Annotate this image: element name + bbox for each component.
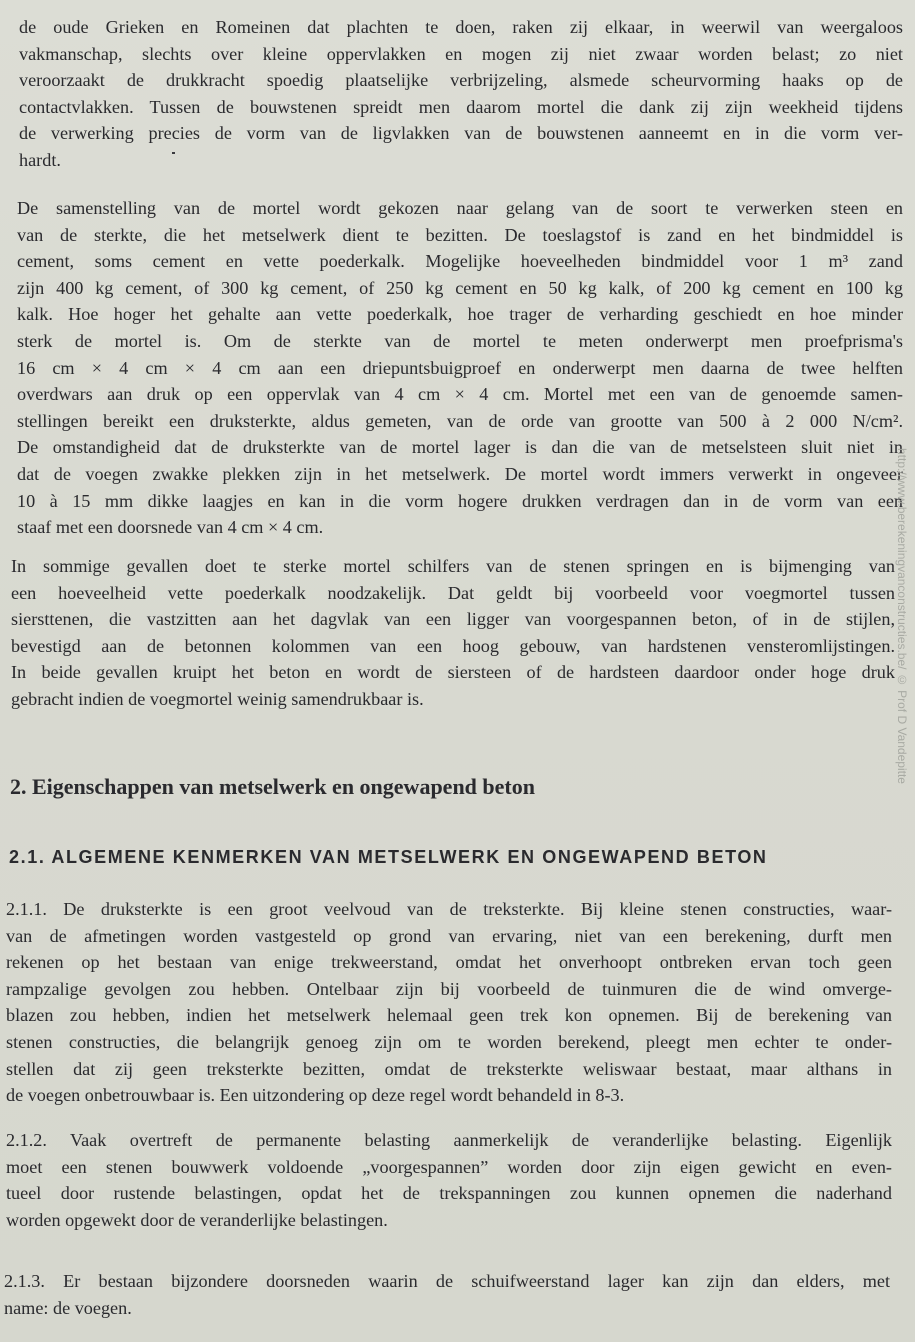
text-line: zijn 400 kg cement, of 300 kg cement, of 250 kg cement en 50 kg kalk, of 200 kg cement en 100 kg xyxy=(17,277,903,298)
text-line: sterk de mortel is. Om de sterkte van de mortel te meten onderwerpt men proefprisma's xyxy=(17,330,903,351)
text-line: van de afmetingen worden vastgesteld op grond van ervaring, niet van een berekening, durft men xyxy=(6,925,892,946)
text-line: staaf met een doorsnede van 4 cm × 4 cm. xyxy=(17,517,324,538)
paragraph-voegmortel xyxy=(11,553,895,713)
text-line: tueel door rustende belastingen, opdat het de trekspanningen zou kunnen opnemen die naderhand xyxy=(6,1183,892,1204)
ink-speck xyxy=(172,152,175,154)
text-line: vakmanschap, slechts over kleine oppervlakken en mogen zij niet zwaar worden belast; zo niet xyxy=(19,43,903,64)
text-line: stenen constructies, die belangrijk genoeg zijn om te worden berekend, pleegt men echter te onder- xyxy=(6,1031,892,1052)
text-line: worden opgewekt door de veranderlijke belastingen. xyxy=(6,1209,388,1230)
text-line: name: de voegen. xyxy=(4,1297,132,1318)
text-line: De samenstelling van de mortel wordt gekozen naar gelang van de soort te verwerken steen en xyxy=(17,198,903,218)
copyright-watermark: http://www.berekeningvanconstructies.be/ © Prof D Vandepitte xyxy=(895,448,909,784)
text-line: 2.1.1. De druksterkte is een groot veelvoud van de treksterkte. Bij kleine stenen constructies, waar- xyxy=(6,899,892,919)
text-line: gebracht indien de voegmortel weinig samendrukbaar is. xyxy=(11,688,424,709)
text-line: stellingen bereikt een druksterkte, aldus gemeten, van de orde van grootte van 500 à 2 000 N/cm². xyxy=(17,410,903,431)
text-line: 2.1.2. Vaak overtreft de permanente belasting aanmerkelijk de veranderlijke belasting. Eigenlijk xyxy=(6,1130,892,1150)
text-line: blazen zou hebben, indien het metselwerk helemaal geen trek kon opnemen. Bij de berekening van xyxy=(6,1005,892,1026)
text-line: In beide gevallen kruipt het beton en wordt de siersteen of de hardsteen daardoor onder hoge druk xyxy=(11,662,895,683)
text-line: een hoeveelheid vette poederkalk noodzakelijk. Dat geldt bij voorbeeld voor voegmortel tussen xyxy=(11,582,895,603)
chapter-heading: 2. Eigenschappen van metselwerk en ongewapend beton xyxy=(10,774,535,799)
text-line: 2.1.3. Er bestaan bijzondere doorsneden waarin de schuifweerstand lager kan zijn dan elders, met xyxy=(4,1271,890,1291)
section-heading: 2.1. ALGEMENE KENMERKEN VAN METSELWERK EN ONGEWAPEND BETON xyxy=(9,847,768,867)
text-line: dat de voegen zwakke plekken zijn in het metselwerk. De mortel wordt immers verwerkt in ongeveer xyxy=(17,463,903,484)
paragraph-mortel-samenstelling xyxy=(17,195,903,541)
text-line: bevestigd aan de betonnen kolommen van een hoog gebouw, van hardstenen vensteromlijstingen. xyxy=(11,635,895,656)
text-line: van de sterkte, die het metselwerk dient te bezitten. De toeslagstof is zand en het bindmiddel is xyxy=(17,224,903,245)
text-line: contactvlakken. Tussen de bouwstenen spreidt men daarom mortel die dank zij zijn weekheid tijdens xyxy=(19,96,903,117)
text-line: 16 cm × 4 cm × 4 cm aan een driepuntsbuigproef en onderwerpt men daarna de twee helften xyxy=(17,357,903,378)
text-line: de voegen onbetrouwbaar is. Een uitzondering op deze regel wordt behandeld in 8-3. xyxy=(6,1085,625,1106)
text-line: overdwars aan druk op een oppervlak van 4 cm × 4 cm. Mortel met een van de genoemde samen- xyxy=(17,384,903,405)
text-line: rekenen op het bestaan van enige trekweerstand, omdat het onverhoopt ontbreken ervan toch geen xyxy=(6,952,892,973)
section-2-1-3 xyxy=(4,1268,890,1321)
text-line: de oude Grieken en Romeinen dat plachten te doen, raken zij elkaar, in weerwil van weergaloos xyxy=(19,17,903,37)
text-line: In sommige gevallen doet te sterke mortel schilfers van de stenen springen en is bijmenging van xyxy=(11,556,895,576)
text-line: De omstandigheid dat de druksterkte van de mortel lager is dan die van de metselsteen sluit niet in xyxy=(17,437,903,458)
section-2-1-2 xyxy=(6,1127,892,1233)
text-line: moet een stenen bouwwerk voldoende „voorgespannen” worden door zijn eigen gewicht en even- xyxy=(6,1156,892,1177)
section-2-1-1 xyxy=(6,896,892,1109)
text-line: hardt. xyxy=(19,149,61,170)
text-line: rampzalige gevolgen zou hebben. Ontelbaar zijn bij voorbeeld de tuinmuren die de wind omverge- xyxy=(6,978,892,999)
text-line: stellen dat zij geen treksterkte bezitten, omdat de treksterkte weliswaar bestaat, maar althans in xyxy=(6,1058,892,1079)
text-line: veroorzaakt de drukkracht spoedig plaatselijke verbrijzeling, alsmede scheurvorming haaks op de xyxy=(19,70,903,91)
text-line: de verwerking precies de vorm van de ligvlakken van de bouwstenen aanneemt en in die vorm ver- xyxy=(19,123,903,144)
text-line: kalk. Hoe hoger het gehalte aan vette poederkalk, hoe trager de verharding geschiedt en hoe minder xyxy=(17,304,903,325)
text-line: siersttenen, die vastzitten aan het dagvlak van een ligger van voorgespannen beton, of in de stijlen, xyxy=(11,609,895,630)
text-line: 10 à 15 mm dikke laagjes en kan in die vorm hogere drukken verdragen dan in de vorm van een xyxy=(17,490,903,511)
paragraph-mortel-intro xyxy=(19,14,903,174)
text-line: cement, soms cement en vette poederkalk. Mogelijke hoeveelheden bindmiddel voor 1 m³ zand xyxy=(17,251,903,272)
